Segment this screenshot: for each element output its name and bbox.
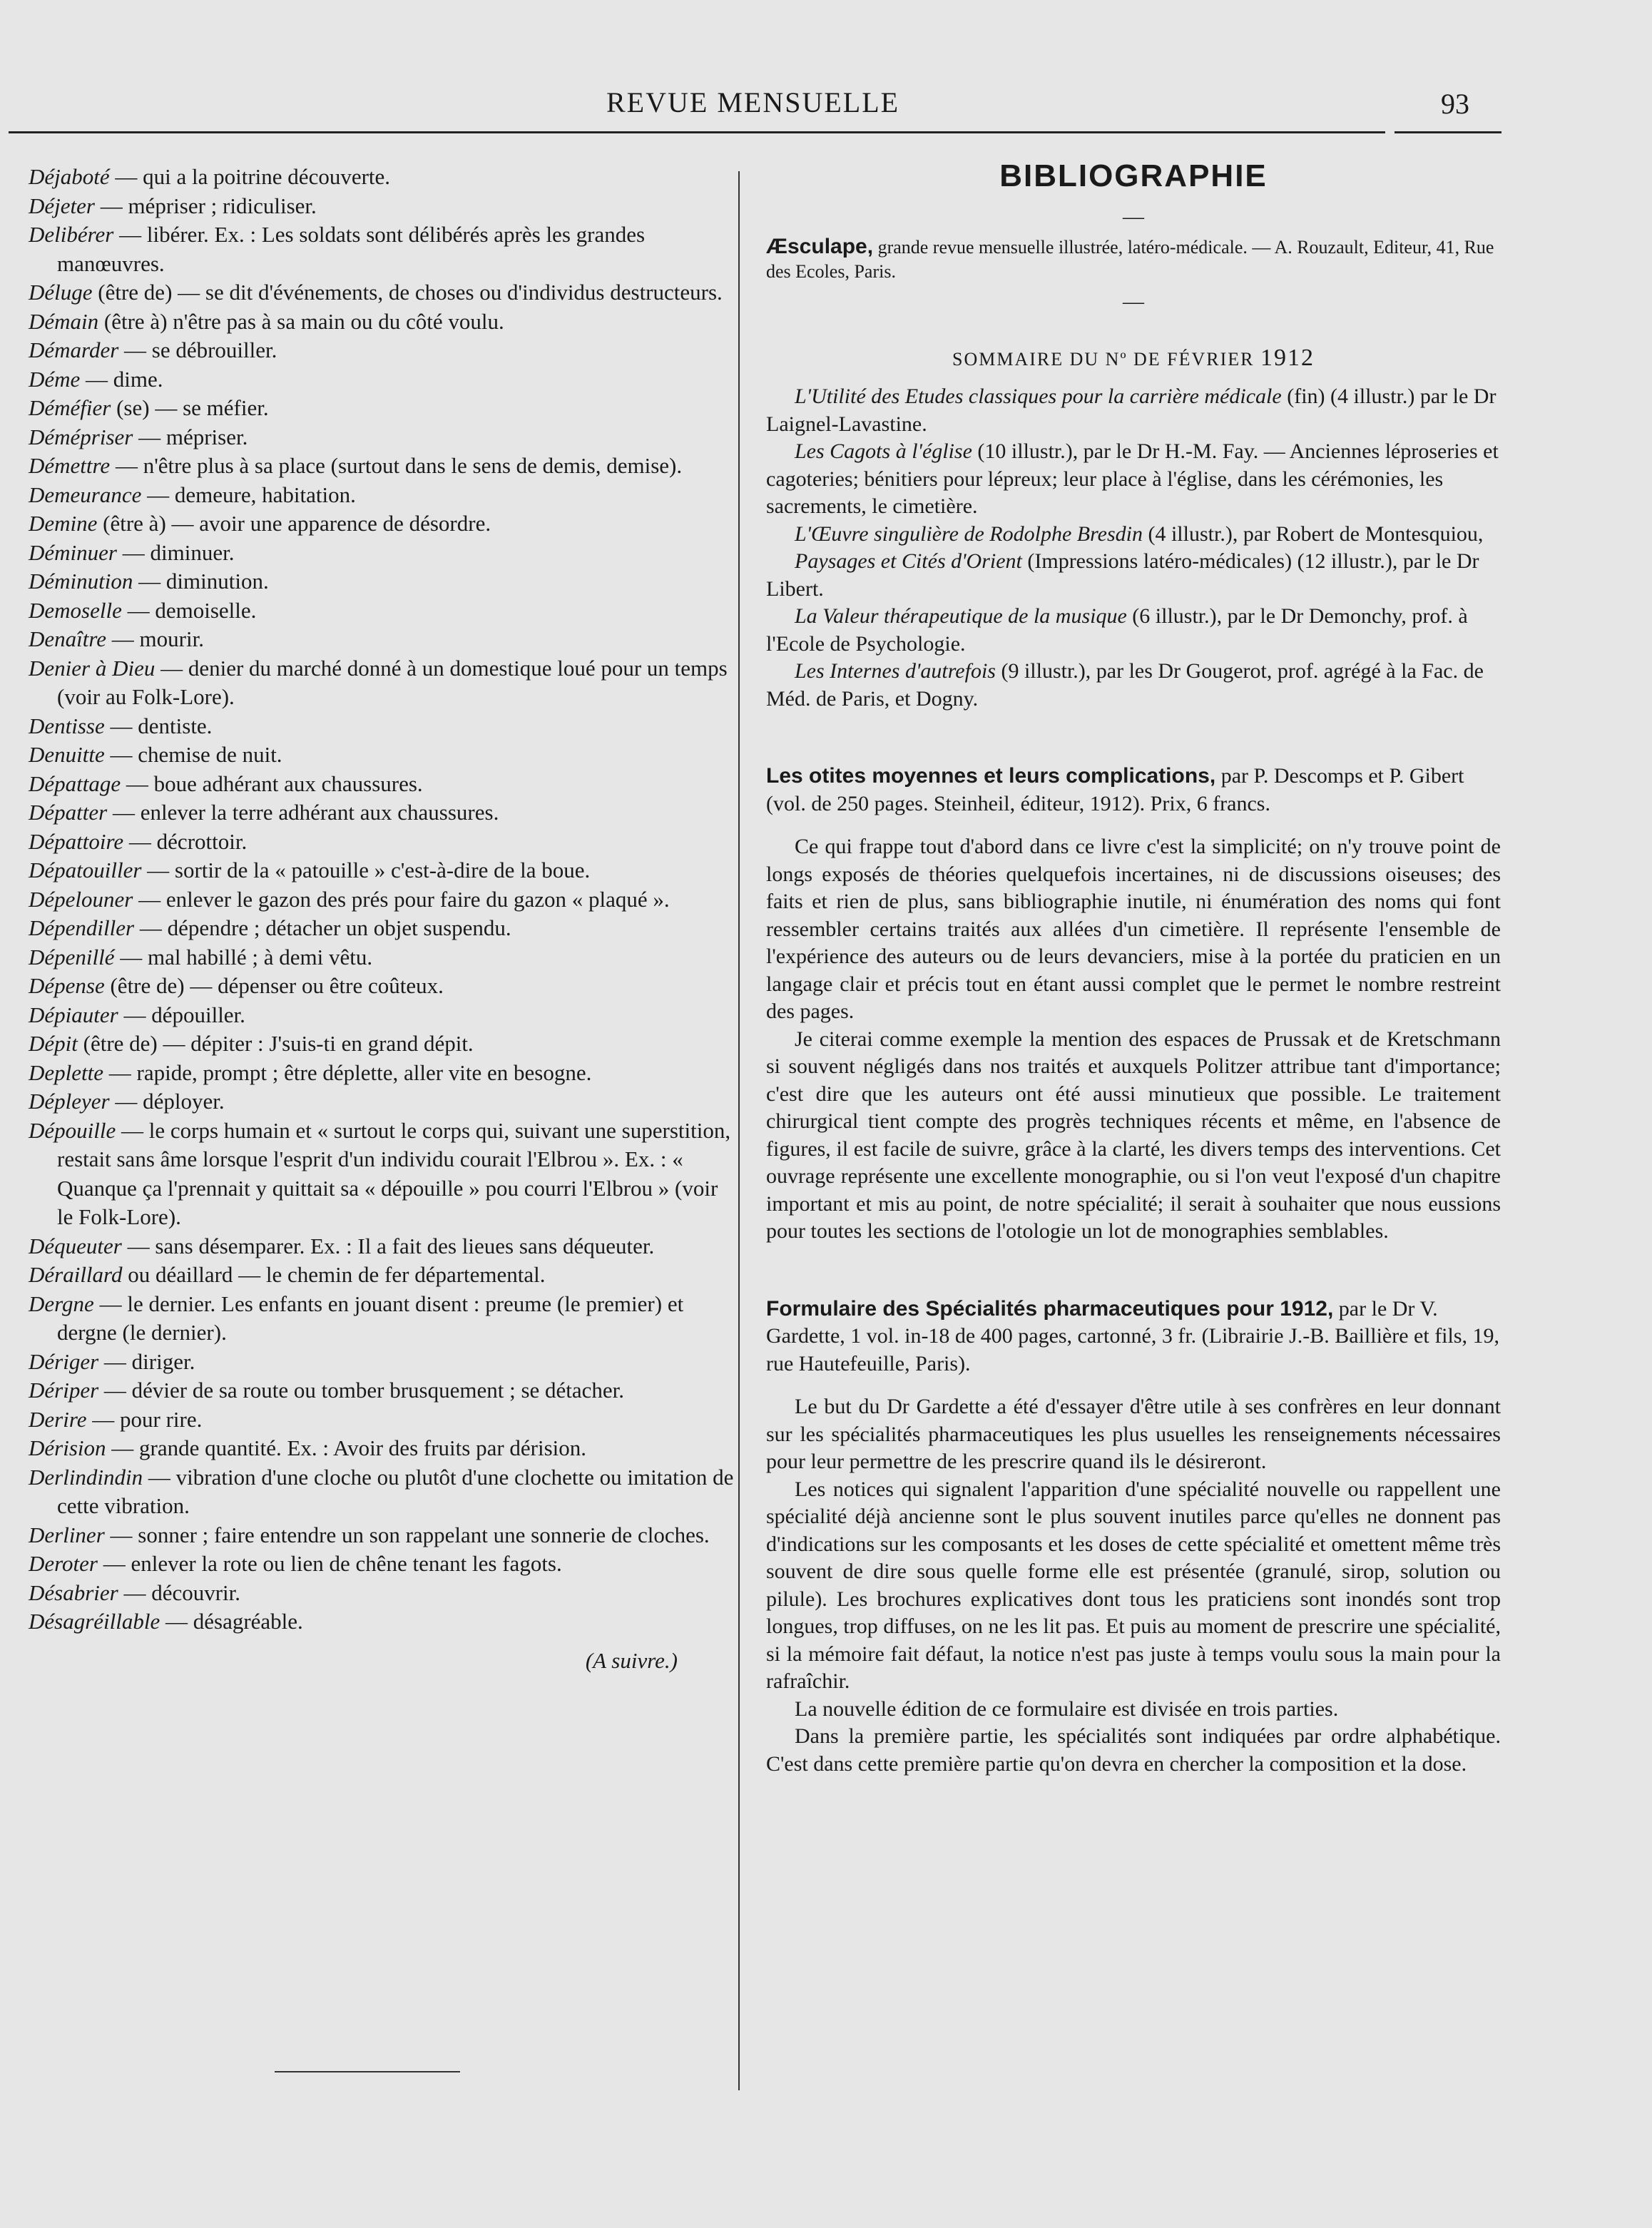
glossary-term: Dériper [29, 1378, 99, 1403]
glossary-entry [29, 365, 735, 395]
summary-list [766, 383, 1501, 713]
continuation-note: (A suivre.) [585, 1647, 678, 1673]
glossary-term: Dépattoire [29, 828, 124, 854]
glossary-definition: — sans désemparer. Ex. : Il a fait des lieues sans déqueuter. [127, 1233, 655, 1258]
glossary-entry [29, 914, 735, 943]
glossary-definition: — le corps humain et « surtout le corps qui, suivant une superstition, restait sans âme lorsque l'esprit d'un individu courait l'Elbrou ». Ex. : « Quanque ça l'prennait y quittait sa « dépouille » pou courri l'Elbrou » (voir le Folk-Lore). [57, 1117, 731, 1229]
glossary-definition: — dime. [86, 366, 163, 392]
glossary-term: Derlindindin [29, 1464, 143, 1490]
glossary-term: Déjaboté [29, 164, 110, 189]
glossary-definition: — diriger. [103, 1348, 195, 1374]
glossary-definition: — dentiste. [110, 713, 213, 738]
summary-article-title: Les Cagots à l'église [795, 439, 972, 463]
glossary-term: Déme [29, 366, 81, 392]
glossary-term: Désagréillable [29, 1609, 160, 1634]
summary-article-details: (9 illustr.), par les Dr Gougerot, prof. agrégé à la Fac. de Méd. de Paris, et Dogny. [766, 659, 1484, 711]
glossary-entry [29, 828, 735, 857]
summary-item [766, 521, 1501, 549]
summary-article-title: Les Internes d'autrefois [795, 659, 996, 683]
glossary-term: Démain [29, 308, 99, 334]
glossary-definition: — pour rire. [92, 1406, 203, 1432]
glossary-entry [29, 1579, 735, 1608]
glossary-definition: — dévier de sa route ou tomber brusquement ; se détacher. [103, 1378, 625, 1403]
glossary-term: Déluge [29, 280, 93, 305]
summary-heading [766, 345, 1501, 374]
column-divider [738, 171, 740, 2090]
bibliography-column [766, 158, 1501, 1778]
glossary-term: Dériger [29, 1348, 99, 1374]
glossary-entry [29, 798, 735, 828]
glossary-definition: (être à) — avoir une apparence de désordre. [103, 511, 491, 536]
glossary-term: Dentisse [29, 713, 105, 738]
glossary-term: Dergne [29, 1291, 94, 1316]
end-rule [275, 2071, 460, 2072]
glossary-entry [29, 1087, 735, 1116]
glossary-entry [29, 943, 735, 972]
glossary-definition: — mépriser ; ridiculiser. [100, 193, 317, 218]
separator-dash-2: — [1123, 290, 1144, 313]
glossary-term: Déminuer [29, 539, 117, 565]
glossary-entry [29, 1232, 735, 1261]
book1-title: Les otites moyennes et leurs complications, [766, 764, 1216, 788]
glossary-term: Déjeter [29, 193, 95, 218]
glossary-term: Derliner [29, 1522, 105, 1547]
review-paragraph: Ce qui frappe tout d'abord dans ce livre c'est la simplicité; on n'y trouve point de longs exposés de théories quelquefois incertaines, ni de discussions oiseuses; des faits et rien de plus, sans bibliographie inutile, ni énumération des noms qui font ressembler certains traités aux allées d'un cimetière. Il représente l'ensemble de l'expérience des auteurs ou de leurs devanciers, mise à la portée du praticien en un langage clair et précis tout en étant aussi complet que le permet le nombre restreint des pages. [766, 835, 1501, 1023]
glossary-term: Démarder [29, 337, 119, 362]
glossary-definition: — sortir de la « patouille » c'est-à-dire de la boue. [147, 858, 591, 882]
glossary-definition: — mépriser. [138, 424, 248, 449]
glossary-definition: — mourir. [111, 626, 204, 651]
review-description: grande revue mensuelle illustrée, latéro-médicale. — A. Rouzault, Editeur, 41, Rue des Ecoles, Paris. [766, 237, 1494, 282]
glossary-entry [29, 1001, 735, 1030]
glossary-entry [29, 394, 735, 423]
book2-details: par le Dr V. Gardette, 1 vol. in-18 de 400 pages, cartonné, 3 fr. (Librairie J.-B. Baillière et fils, 19, rue Hautefeuille, Paris). [766, 1296, 1500, 1375]
glossary-definition: — boue adhérant aux chaussures. [126, 770, 423, 796]
glossary-entry [29, 567, 735, 596]
review-paragraph: Je citerai comme exemple la mention des espaces de Prussak et de Kretschmann si souvent négligés dans nos traités et auxquels Politzer attribue tant d'importance; c'est dire que les auteurs ont été aussi minutieux que possible. Le traitement chirurgical tient compte des progrès techniques récents et même, en l'absence de figures, il est facile de suivre, grâce à la clarté, les divers temps des interventions. Cet ouvrage représente une excellente monographie, ou si l'on veut l'exposé d'un chapitre important et mis au point, de notre spécialité; il serait à souhaiter que nous eussions pour toutes les sections de l'otologie un lot de monographies semblables. [766, 1027, 1501, 1243]
summary-article-details: (4 illustr.), par Robert de Montesquiou, [1148, 522, 1484, 546]
glossary-entry [29, 1463, 735, 1521]
book1-details: par P. Descomps et P. Gibert (vol. de 250 pages. Steinheil, éditeur, 1912). Prix, 6 francs. [766, 764, 1464, 815]
glossary-entry [29, 278, 735, 307]
glossary-term: Démettre [29, 453, 111, 478]
summary-heading-text: SOMMAIRE DU Nº DE FÉVRIER [952, 348, 1255, 370]
glossary-term: Dépense [29, 973, 105, 998]
review-entry [766, 235, 1501, 284]
glossary-definition: — demoiselle. [127, 597, 257, 623]
book2-title: Formulaire des Spécialités pharmaceutiques pour 1912, [766, 1296, 1334, 1321]
glossary-definition: (se) — se méfier. [116, 395, 269, 420]
glossary-definition: (être à) n'être pas à sa main ou du côté voulu. [103, 308, 504, 334]
review-paragraph: Dans la première partie, les spécialités sont indiquées par ordre alphabétique. C'est dans cette première partie qu'on devra en chercher la composition et la dose. [766, 1724, 1501, 1776]
glossary-column [29, 163, 735, 1675]
glossary-term: Delibérer [29, 222, 114, 247]
glossary-definition: — enlever la terre adhérant aux chaussures. [112, 800, 499, 825]
glossary-definition: — mal habillé ; à demi vêtu. [120, 944, 373, 970]
book1-heading [766, 763, 1501, 818]
glossary-term: Dépendiller [29, 915, 135, 940]
summary-article-title: L'Utilité des Etudes classiques pour la carrière médicale [795, 385, 1282, 408]
glossary-definition: — n'être plus à sa place (surtout dans le sens de demis, demise). [115, 453, 683, 478]
header-rule-right [1394, 131, 1501, 133]
glossary-definition: — diminuer. [122, 539, 235, 565]
glossary-entry [29, 654, 735, 712]
glossary-definition: — diminution. [138, 569, 269, 594]
glossary-entry [29, 1376, 735, 1405]
glossary-term: Demeurance [29, 482, 142, 507]
glossary-definition: — enlever la rote ou lien de chêne tenant les fagots. [103, 1551, 562, 1576]
glossary-definition: — dépendre ; détacher un objet suspendu. [139, 915, 511, 940]
glossary-term: Dérision [29, 1435, 106, 1460]
glossary-entry [29, 192, 735, 221]
glossary-definition: (être de) — dépenser ou être coûteux. [110, 973, 444, 998]
glossary-entry [29, 1607, 735, 1637]
glossary-definition: — libérer. Ex. : Les soldats sont délibérés après les grandes manœuvres. [57, 222, 646, 276]
glossary-term: Dépattage [29, 770, 121, 796]
glossary-definition: — enlever le gazon des prés pour faire du gazon « plaqué ». [138, 886, 670, 912]
glossary-term: Déminution [29, 569, 133, 594]
glossary-entry [29, 856, 735, 885]
glossary-entry [29, 336, 735, 365]
glossary-term: Dépatouiller [29, 858, 142, 882]
glossary-entry [29, 741, 735, 770]
glossary-definition: — qui a la poitrine découverte. [115, 164, 391, 189]
glossary-entry [29, 712, 735, 741]
glossary-entry [29, 220, 735, 278]
book2-review [766, 1393, 1501, 1778]
glossary-term: Demoselle [29, 597, 122, 623]
summary-article-title: Paysages et Cités d'Orient [795, 549, 1022, 573]
glossary-definition: — sonner ; faire entendre un son rappelant une sonnerie de cloches. [110, 1522, 710, 1547]
summary-article-details: (10 illustr.), par le Dr H.-M. Fay. — Anciennes léproseries et cagoteries; bénitiers pour lépreux; leur place à l'église, dans les cérémonies, les sacrements, le cimetière. [766, 439, 1499, 518]
separator-dash: — [1123, 204, 1144, 228]
glossary-entry [29, 885, 735, 915]
glossary-entry [29, 509, 735, 539]
glossary-definition: ou déaillard — le chemin de fer départemental. [128, 1262, 546, 1287]
glossary-entry [29, 1348, 735, 1377]
page-header [0, 86, 1652, 128]
summary-article-title: L'Œuvre singulière de Rodolphe Bresdin [795, 522, 1143, 546]
glossary-entry [29, 1434, 735, 1463]
glossary-entry [29, 625, 735, 654]
glossary-entry [29, 1116, 735, 1232]
summary-article-details: (Impressions latéro-médicales) (12 illustr.), par le Dr Libert. [766, 549, 1479, 601]
glossary-definition: — le dernier. Les enfants en jouant disent : preume (le premier) et dergne (le dernier). [57, 1291, 684, 1345]
glossary-entry [29, 452, 735, 481]
glossary-term: Dépit [29, 1031, 78, 1056]
summary-item [766, 658, 1501, 713]
glossary-entry [29, 539, 735, 568]
glossary-entry [29, 1550, 735, 1579]
glossary-definition: — désagréable. [165, 1609, 303, 1634]
glossary-term: Deroter [29, 1551, 98, 1576]
review-paragraph: La nouvelle édition de ce formulaire est divisée en trois parties. [795, 1697, 1339, 1721]
glossary-entry [29, 163, 735, 192]
summary-item [766, 438, 1501, 521]
glossary-term: Déméfier [29, 395, 111, 420]
glossary-definition: (être de) — dépiter : J'suis-ti en grand dépit. [83, 1031, 474, 1056]
page-number: 93 [1441, 88, 1469, 120]
glossary-entry [29, 1059, 735, 1088]
glossary-term: Désabrier [29, 1580, 118, 1605]
glossary-term: Dépleyer [29, 1089, 110, 1114]
glossary-definition: — rapide, prompt ; être déplette, aller vite en besogne. [108, 1059, 592, 1085]
glossary-term: Derire [29, 1406, 87, 1432]
summary-item [766, 383, 1501, 438]
glossary-entry [29, 1405, 735, 1435]
summary-year: 1912 [1260, 344, 1315, 371]
glossary-entry [29, 423, 735, 452]
glossary-term: Denier à Dieu [29, 655, 155, 681]
glossary-definition: — denier du marché donné à un domestique loué pour un temps (voir au Folk-Lore). [57, 655, 728, 709]
glossary-definition: — dépouiller. [123, 1002, 245, 1027]
glossary-entry [29, 1290, 735, 1348]
glossary-term: Dépouille [29, 1117, 116, 1143]
header-rule [9, 131, 1385, 133]
glossary-term: Dépelouner [29, 886, 133, 912]
review-name: Æsculape, [766, 235, 874, 258]
glossary-term: Dépatter [29, 800, 108, 825]
glossary-entry [29, 972, 735, 1001]
book2-heading [766, 1296, 1501, 1378]
glossary-entry [29, 481, 735, 510]
glossary-entry [29, 1029, 735, 1059]
glossary-entry [29, 1521, 735, 1550]
glossary-term: Dépiauter [29, 1002, 118, 1027]
glossary-definition: — déployer. [115, 1089, 225, 1114]
glossary-term: Denuitte [29, 742, 105, 767]
glossary-entry [29, 307, 735, 337]
glossary-definition: — chemise de nuit. [110, 742, 282, 767]
glossary-definition: — vibration d'une cloche ou plutôt d'une clochette ou imitation de cette vibration. [57, 1464, 734, 1518]
summary-item [766, 548, 1501, 603]
summary-article-details: (6 illustr.), par le Dr Demonchy, prof. à l'Ecole de Psychologie. [766, 604, 1468, 656]
book1-review [766, 833, 1501, 1246]
summary-article-details: (fin) (4 illustr.) par le Dr Laignel-Lavastine. [766, 385, 1497, 436]
summary-item [766, 603, 1501, 658]
glossary-term: Déqueuter [29, 1233, 122, 1258]
glossary-term: Dépenillé [29, 944, 115, 970]
review-paragraph: Le but du Dr Gardette a été d'essayer d'être utile à ses confrères en leur donnant sur les spécialités pharmaceutiques les plus usuelles les renseignements nécessaires pour leur permettre de les prescrire quand ils le désireront. [766, 1395, 1501, 1473]
glossary-term: Déraillard [29, 1262, 123, 1287]
glossary-definition: — grande quantité. Ex. : Avoir des fruits par dérision. [111, 1435, 587, 1460]
glossary-term: Démépriser [29, 424, 133, 449]
glossary-term: Deplette [29, 1059, 104, 1085]
summary-article-title: La Valeur thérapeutique de la musique [795, 604, 1127, 628]
glossary-definition: — décrottoir. [128, 828, 248, 854]
review-paragraph: Les notices qui signalent l'apparition d'une spécialité nouvelle ou rappellent une spécialité déjà ancienne sont le plus souvent inutiles parce qu'elles ne donnent pas d'indications sur les composants et les doses de cette spécialité et omettent même très souvent de dire sous quelle forme elle est présentée (granulé, sirop, solution ou pilule). Les brochures explicatives dont tous les praticiens sont inondés sont trop longues, trop diffuses, on ne les lit pas. Et puis au moment de prescrire une spécialité, si la mémoire fait défaut, la notice n'est pas juste à temps voulu sous la main pour la rafraîchir. [766, 1477, 1501, 1693]
running-title: REVUE MENSUELLE [606, 86, 900, 118]
glossary-definition: — découvrir. [123, 1580, 241, 1605]
glossary-term: Denaître [29, 626, 107, 651]
glossary-definition: (être de) — se dit d'événements, de choses ou d'individus destructeurs. [98, 280, 723, 305]
section-title: BIBLIOGRAPHIE [999, 158, 1268, 193]
glossary-term: Demine [29, 511, 98, 536]
glossary-list [29, 163, 735, 1637]
glossary-definition: — se débrouiller. [124, 337, 277, 362]
glossary-entry [29, 770, 735, 799]
glossary-entry [29, 1261, 735, 1290]
glossary-definition: — demeure, habitation. [147, 482, 356, 507]
glossary-entry [29, 596, 735, 626]
